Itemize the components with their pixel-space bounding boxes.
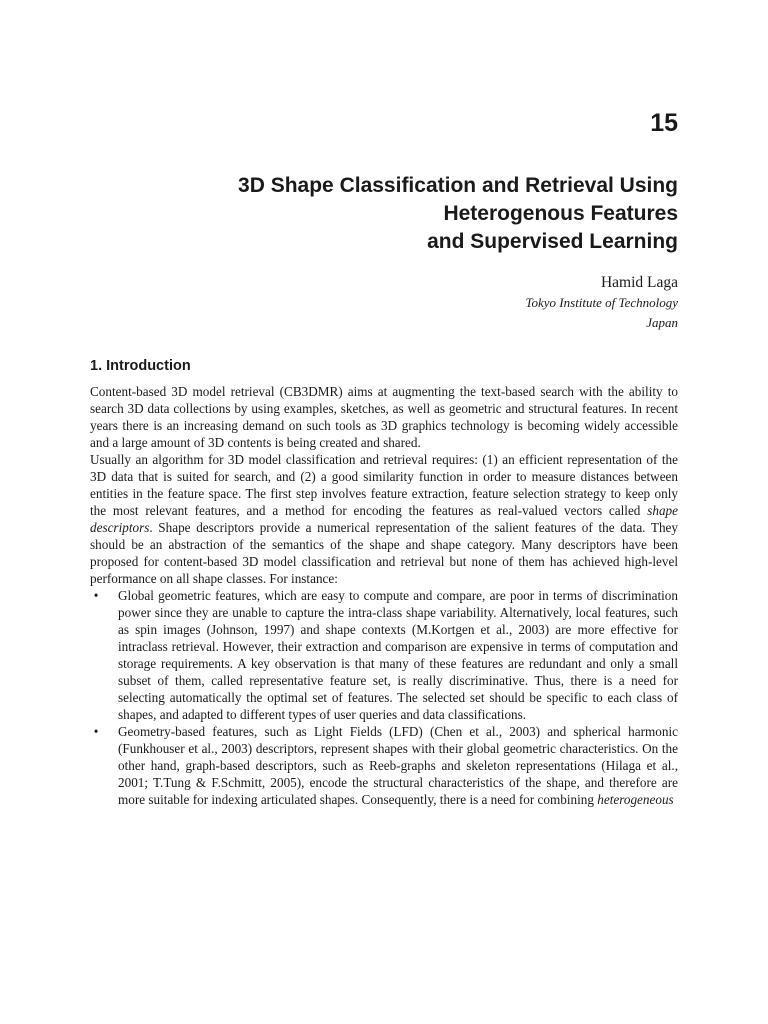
paragraph-1: Content-based 3D model retrieval (CB3DMR) aims at augmenting the text-based search with the ability to search 3D data collections by using examples, sketches, as well as geometric and structural features. In recent years there is an increasing demand on such tools as 3D graphics technology is becoming widely accessible and a large amount of 3D contents is being created and shared.	[90, 384, 678, 450]
section-heading: 1. Introduction	[90, 358, 191, 374]
chapter-title	[90, 172, 678, 256]
author-block	[525, 273, 678, 333]
chapter-title-line-2: Heterogenous Features	[443, 202, 678, 225]
bullet-list	[90, 587, 678, 808]
paragraph-2-part-b: . Shape descriptors provide a numerical representation of the salient features of the data. They should be an abstraction of the semantics of the shape and shape category. Many descriptors have been proposed for content-based 3D model classification and retrieval but none of them has achieved high-level performance on all shape classes. For instance:	[90, 520, 678, 586]
author-name: Hamid Laga	[600, 274, 678, 291]
document-page	[90, 0, 678, 1024]
body-text	[90, 383, 678, 808]
author-country: Japan	[646, 315, 678, 330]
bullet-item-2-text: Geometry-based features, such as Light Fields (LFD) (Chen et al., 2003) and spherical harmonic (Funkhouser et al., 2003) descriptors, represent shapes with their global geometric characteristics. On the other hand, graph-based descriptors, such as Reeb-graphs and skeleton representations (Hilaga et al., 2001; T.Tung & F.Schmitt, 2005), encode the structural characteristics of the shape, and therefore are more suitable for indexing articulated shapes. Consequently, there is a need for combining	[118, 724, 678, 807]
bullet-item-1-text: Global geometric features, which are easy to compute and compare, are poor in terms of discrimination power since they are unable to capture the intra-class shape variability. Alternatively, local features, such as spin images (Johnson, 1997) and shape contexts (M.Kortgen et al., 2003) are more effective for intraclass retrieval. However, their extraction and comparison are expensive in terms of computation and storage requirements. A key observation is that many of these features are redundant and only a small subset of them, called representative feature set, is really discriminative. Thus, there is a need for selecting automatically the optimal set of features. The selected set should be specific to each class of shapes, and adapted to different types of user queries and data classifications.	[118, 588, 678, 722]
bullet-item-2	[90, 723, 678, 808]
author-affiliation: Tokyo Institute of Technology	[525, 295, 678, 310]
bullet-marker: •	[93, 724, 99, 739]
bullet-item-2-emphasis: heterogeneous	[597, 792, 674, 807]
chapter-title-line-3: and Supervised Learning	[427, 230, 678, 253]
chapter-title-line-1: 3D Shape Classification and Retrieval Using	[238, 174, 678, 197]
bullet-item-1	[90, 587, 678, 723]
paragraph-2	[90, 451, 678, 587]
chapter-number: 15	[650, 109, 678, 137]
bullet-marker: •	[93, 588, 99, 603]
paragraph-2-emphasis: shape descriptors	[90, 503, 678, 535]
paragraph-2-part-a: Usually an algorithm for 3D model classification and retrieval requires: (1) an efficient representation of the 3D data that is suited for search, and (2) a good similarity function in order to measure distances between entities in the feature space. The first step involves feature extraction, feature selection strategy to keep only the most relevant features, and a method for encoding the features as real-valued vectors called	[90, 452, 678, 518]
